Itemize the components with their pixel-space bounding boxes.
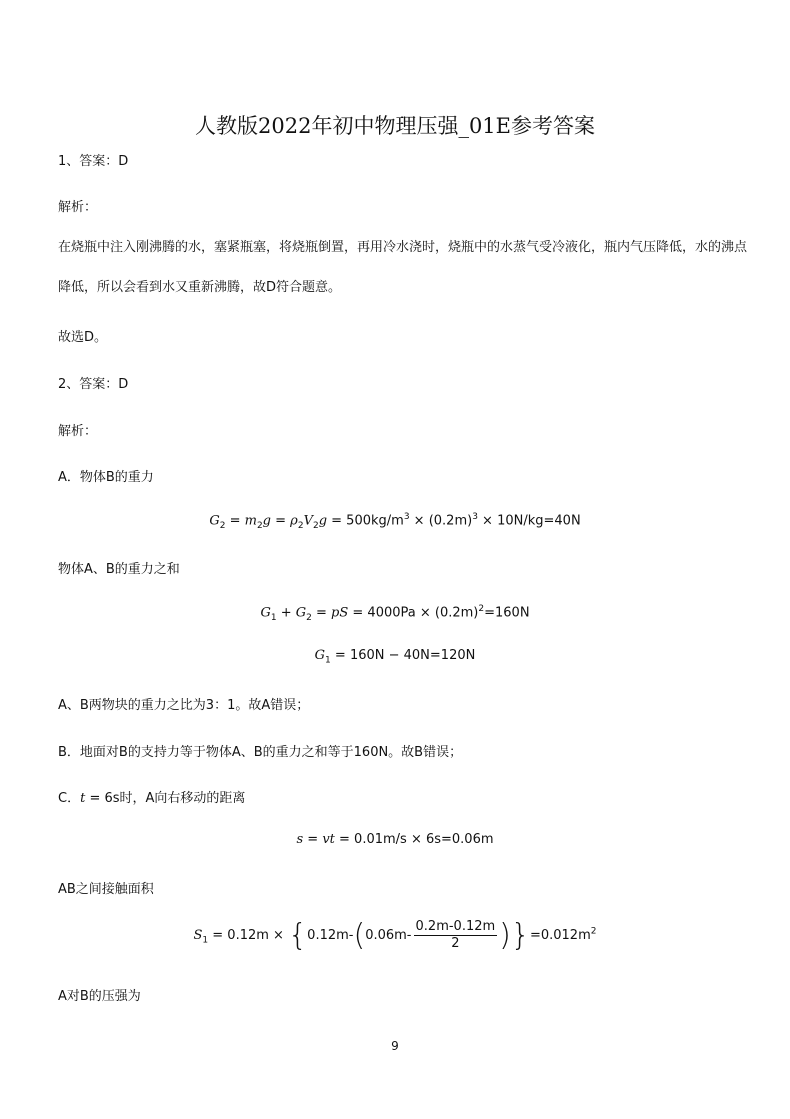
option-a-label: A．物体B的重力 [58,470,154,485]
equation-sum-weight: $G_1 + G_2$ = pS = $4000Pa \times (0.2m)^2=160N$ [260,604,530,623]
option-c-text: C．t = 6s时，A向右移动的距离 [58,791,246,806]
q2-answer: 2、答案：D [58,377,129,392]
equation-distance: s = vt = 0.01m/s × 6s=0.06m [296,832,494,847]
q1-conclusion: 故选D。 [58,330,108,345]
q1-analysis-text: 在烧瓶中注入刚沸腾的水，塞紧瓶塞，将烧瓶倒置，再用冷水浇时，烧瓶中的水蒸气受冷液化，瓶内气压降低，水的沸点降低，所以会看到水又重新沸腾，故D符合题意。 [58,240,748,295]
page-number: 9 [391,1039,399,1053]
sum-weight-label: 物体A、B的重力之和 [58,562,180,577]
contact-area-label: AB之间接触面积 [58,882,154,897]
q2-analysis-label: 解析： [58,424,98,439]
equation-a-weight: $G_1 = 160N - 40N=120N$ [314,648,476,666]
document-title: 人教版2022年初中物理压强_01E参考答案 [195,114,595,138]
option-a-conclusion: A、B两物块的重力之比为3：1。故A错误； [58,698,310,713]
equation-contact-area: $S_1 = 0.12m \times \{0.12m-(0.06m-$ $\frac{0.2m-0.12m}{2}$ )}$=0.012m^2$ [193,918,597,953]
equation-b-weight: $G_2 = m_2g = \rho_2V_2g = 500kg/m^3 \times (0.2m)^3 \times 10N/kg=40N$ [209,512,581,531]
q1-answer: 1、答案：D [58,154,129,169]
pressure-label: A对B的压强为 [58,989,141,1004]
q1-analysis-label: 解析： [58,200,98,215]
option-b-text: B．地面对B的支持力等于物体A、B的重力之和等于160N。故B错误； [58,745,463,760]
